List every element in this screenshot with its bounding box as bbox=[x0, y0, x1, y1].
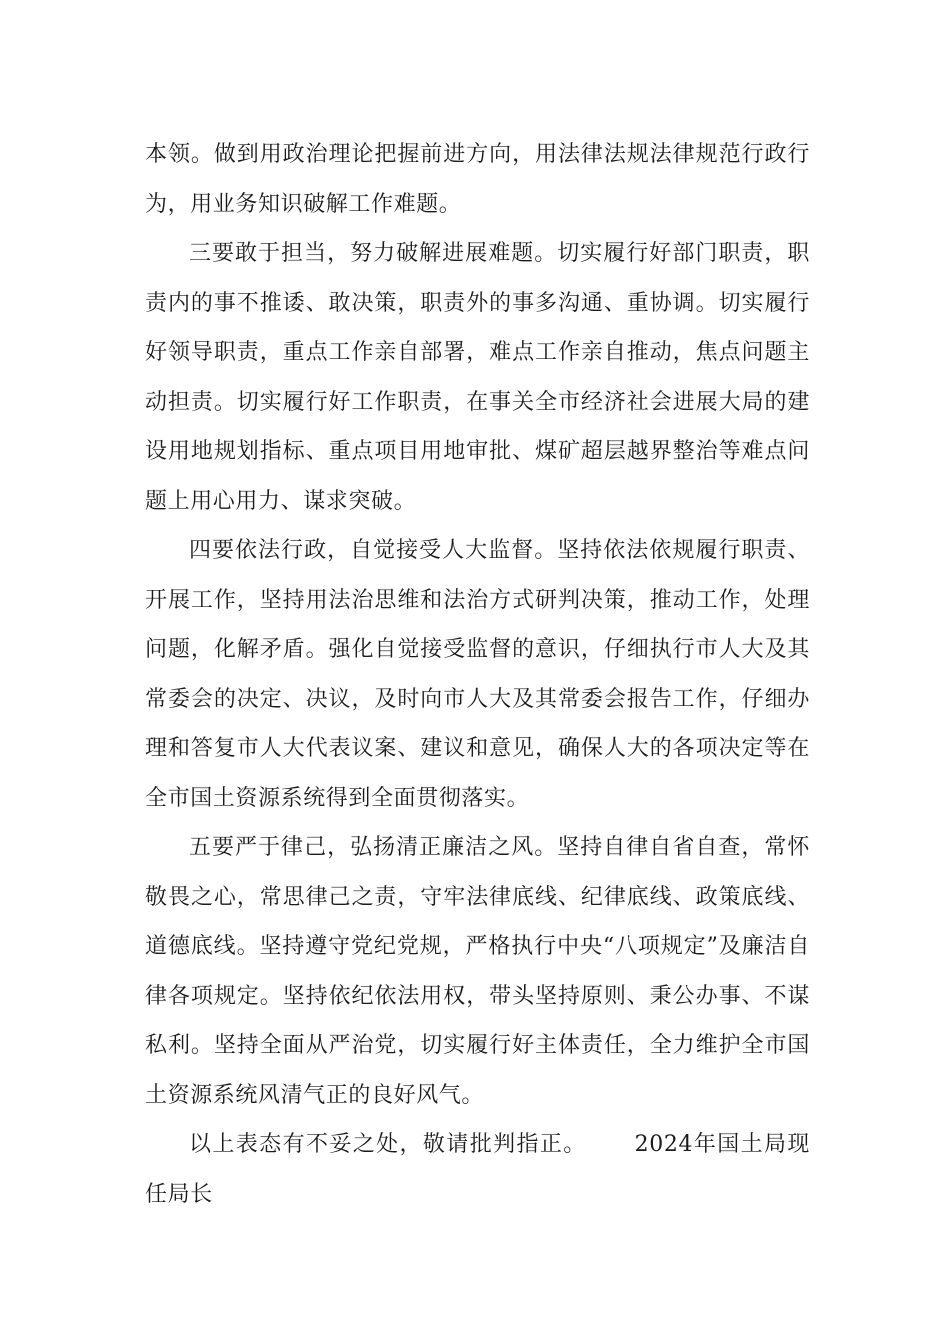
paragraph-rule-of-law: 四要依法行政，自觉接受人大监督。坚持依法依规履行职责、开展工作，坚持用法治思维和法治方式研判决策，推动工作，处理问题，化解矛盾。强化自觉接受监督的意识，仔细执行市人大及其常委会的决定、决议，及时向市人大及其常委会报告工作，仔细办理和答复市人大代表议案、建议和意见，确保人大的各项决定等在全市国土资源系统得到全面贯彻落实。 bbox=[145, 538, 810, 811]
paragraph-continuation: 本领。做到用政治理论把握前进方向，用法律法规法律规范行政行为，用业务知识破解工作难题。 bbox=[145, 142, 810, 217]
paragraph-self-discipline: 五要严于律己，弘扬清正廉洁之风。坚持自律自省自查，常怀敬畏之心，常思律己之责，守牢法律底线、纪律底线、政策底线、道德底线。坚持遵守党纪党规，严格执行中央“八项规定”及廉洁自律各项规定。坚持依纪依法用权，带头坚持原则、秉公办事、不谋私利。坚持全面从严治党，切实履行好主体责任，全力维护全市国土资源系统风清气正的良好风气。 bbox=[145, 835, 810, 1108]
closing-statement: 以上表态有不妥之处，敬请批判指正。 bbox=[189, 1132, 587, 1157]
paragraph-take-responsibility: 三要敢于担当，努力破解进展难题。切实履行好部门职责，职责内的事不推诿、敢决策，职责外的事多沟通、重协调。切实履行好领导职责，重点工作亲自部署，难点工作亲自推动，焦点问题主动担责。切实履行好工作职责，在事关全市经济社会进展大局的建设用地规划指标、重点项目用地审批、煤矿超层越界整治等难点问题上用心用力、谋求突破。 bbox=[145, 241, 810, 514]
closing-paragraph bbox=[145, 1120, 810, 1219]
document-body bbox=[145, 130, 810, 1219]
signature: 2024年国土局现任局长 bbox=[145, 1132, 811, 1207]
